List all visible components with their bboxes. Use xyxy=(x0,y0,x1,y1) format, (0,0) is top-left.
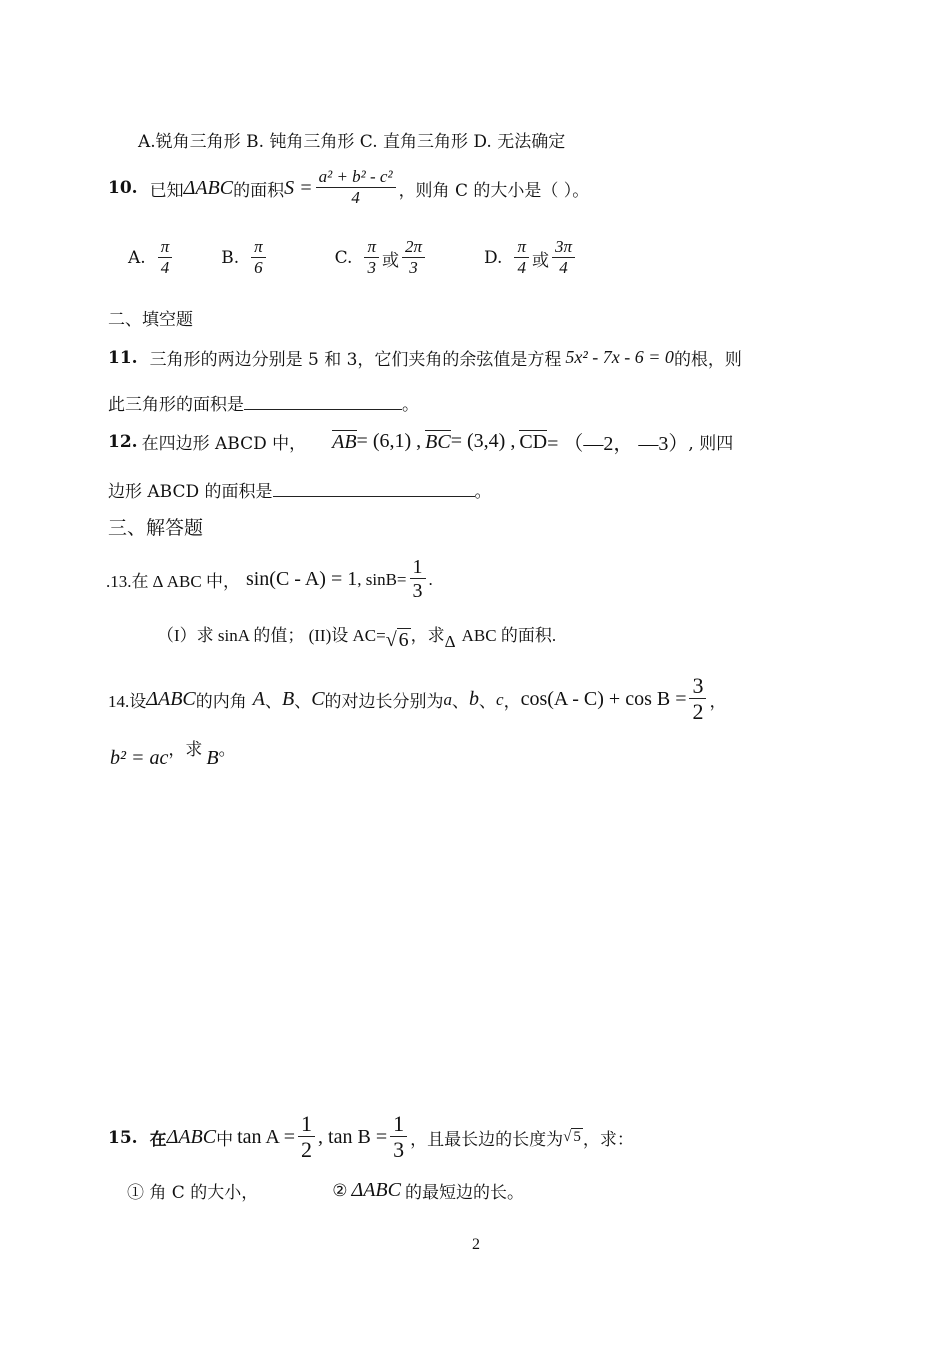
q14-side-c: c xyxy=(496,689,504,709)
q11-line-1 xyxy=(108,345,742,370)
q12-vector-ab-value: = (6,1) , xyxy=(356,430,422,452)
fraction-numerator: 1 xyxy=(298,1112,315,1137)
q12-answer-prompt: 边形 ABCD 的面积是 xyxy=(108,482,273,502)
q12-line-1 xyxy=(108,427,733,456)
q10-option-c-value-1 xyxy=(364,238,379,278)
pi-numerator: π xyxy=(158,238,173,258)
q14-cos-expression: cos(A - C) + cos B = xyxy=(520,688,687,711)
q12-line-2 xyxy=(108,477,492,502)
fraction-numerator: 1 xyxy=(410,556,426,579)
fraction-numerator: 3 xyxy=(689,674,706,699)
q14-fraction xyxy=(689,674,706,726)
q10-option-d-value-1 xyxy=(514,238,529,278)
q10-area-fraction xyxy=(316,168,396,208)
q14-angle-c: C xyxy=(311,688,325,711)
fraction-denominator: 3 xyxy=(393,1137,405,1163)
q15-line-2 xyxy=(127,1178,524,1203)
q14-ask: ，求 xyxy=(168,740,203,759)
q13-line-2 xyxy=(157,614,556,652)
q11-text-post: 的根，则 xyxy=(673,350,742,370)
q15-tan-b: , tan B = xyxy=(318,1126,388,1149)
q10-text-pre: 已知 xyxy=(149,180,184,201)
denominator: 4 xyxy=(160,257,170,277)
q10-option-c-value-2 xyxy=(402,238,425,278)
q10-option-a-value xyxy=(158,238,173,278)
q15-triangle: ΔABC xyxy=(166,1126,217,1149)
q13-triangle: Δ ABC 中， xyxy=(152,572,240,591)
q11-equation: 5x² - 7x - 6 = 0 xyxy=(565,347,674,367)
q14-angle-a: A xyxy=(252,688,265,711)
page-number: 2 xyxy=(472,1236,480,1253)
sep: 、 xyxy=(452,692,470,712)
q12-vector-ab: AB xyxy=(332,430,357,453)
pi-numerator: π xyxy=(251,238,266,258)
q10-option-d-value-2 xyxy=(552,238,575,278)
q14-triangle: ΔABC xyxy=(146,688,196,711)
q9-options: A.锐角三角形 B. 钝角三角形 C. 直角三角形 D. 无法确定 xyxy=(138,132,566,152)
q14-comma: ， xyxy=(503,692,521,712)
q15-sub-1: ① 角 C 的大小， xyxy=(127,1183,259,1203)
q14-line-2 xyxy=(110,735,236,770)
pi-numerator: π xyxy=(364,238,379,258)
q13-delta: Δ xyxy=(444,632,456,651)
q10-option-b-label: B. xyxy=(221,248,240,269)
q10-stem xyxy=(108,168,589,208)
q13-end: . xyxy=(428,569,433,589)
denominator: 4 xyxy=(517,257,526,277)
denominator: 4 xyxy=(559,257,568,277)
fraction-numerator: 1 xyxy=(390,1112,407,1137)
q14-line-1 xyxy=(108,674,726,726)
q15-end: ，求： xyxy=(582,1130,634,1151)
q10-text-mid: 的面积 xyxy=(233,180,285,201)
q14-side-a: a xyxy=(443,689,453,709)
q15-tan-a: tan A = xyxy=(237,1126,296,1149)
q12-vector-cd-value: = （—2， —3） xyxy=(547,433,689,455)
q12-vector-bc-value: = (3,4) , xyxy=(450,430,516,452)
q11-end: 。 xyxy=(402,395,419,415)
q15-sub-2-text: 的最短边的长。 xyxy=(404,1183,524,1203)
q14-end: 。 xyxy=(218,740,236,759)
q10-options xyxy=(128,238,578,278)
q12-vector-bc: BC xyxy=(425,430,451,453)
q15-sqrt-radicand: 5 xyxy=(573,1129,581,1146)
q11-text-pre: 三角形的两边分别是 5 和 3，它们夹角的余弦值是方程 xyxy=(149,350,562,370)
denominator: 3 xyxy=(367,257,376,277)
q15-tan-b-fraction xyxy=(390,1112,407,1164)
sep: 、 xyxy=(294,692,312,712)
q11-answer-blank[interactable] xyxy=(244,393,402,410)
q12-end: 。 xyxy=(474,482,492,502)
fraction-denominator: 2 xyxy=(692,699,704,725)
q15-zhong: 中 xyxy=(216,1130,234,1151)
q10-option-c-label: C. xyxy=(334,248,353,269)
q12-vector-cd: CD xyxy=(519,430,548,453)
q10-text-post: ，则角 C 的大小是（ ）。 xyxy=(398,180,590,201)
q10-number: 10. xyxy=(108,178,138,199)
fraction-denominator: 3 xyxy=(412,580,423,602)
q13-sub-pre: （I）求 sinA 的值； (II)设 AC= xyxy=(157,625,386,645)
q10-option-d-label: D. xyxy=(484,248,503,269)
q15-sub-2-triangle: ΔABC xyxy=(351,1179,401,1201)
q15-tan-a-fraction xyxy=(298,1112,315,1164)
q13-sub-mid: ，求 xyxy=(410,625,445,645)
q10-option-a-label: A. xyxy=(128,248,146,269)
q14-prefix: 14.设 xyxy=(108,692,147,712)
q11-answer-prompt: 此三角形的面积是 xyxy=(108,395,244,415)
q15-sub-2-marker: ② xyxy=(332,1180,348,1201)
q13-sub-post: ABC 的面积. xyxy=(461,625,557,645)
denominator: 6 xyxy=(254,257,263,277)
q15-zai: 在 xyxy=(149,1130,167,1151)
q13-line-1 xyxy=(106,556,433,603)
q10-option-c-or: 或 xyxy=(382,250,399,271)
q10-fraction-denominator: 4 xyxy=(351,187,360,207)
q15-sqrt: √ 5 xyxy=(563,1129,581,1146)
fraction-denominator: 2 xyxy=(301,1137,313,1163)
q13-sinb-label: , sinB= xyxy=(357,569,407,589)
q11-line-2 xyxy=(108,390,419,415)
q13-sqrt: √ 6 xyxy=(385,628,409,651)
q11-number: 11. xyxy=(108,347,138,368)
q15-text-post: ，且最长边的长度为 xyxy=(410,1130,564,1151)
section-solve-heading: 三、解答题 xyxy=(108,517,204,539)
q15-line-1 xyxy=(108,1112,634,1164)
q14-angle-b: B xyxy=(281,688,295,711)
section-fill-in-heading: 二、填空题 xyxy=(108,310,193,330)
q10-option-b-value xyxy=(251,238,266,278)
q10-s: S = xyxy=(284,176,313,199)
q13-equation: sin(C - A) = 1 xyxy=(245,568,358,590)
q10-fraction-numerator: a² + b² - c² xyxy=(316,168,396,188)
q12-number: 12. xyxy=(108,431,138,452)
q14-side-b: b xyxy=(469,688,480,711)
q13-prefix: .13.在 xyxy=(106,572,149,591)
q14-condition: b² = ac xyxy=(110,747,169,769)
q14-target-b: B xyxy=(206,747,219,769)
q12-text-pre: 在四边形 ABCD 中， xyxy=(141,434,307,454)
q10-option-d-or: 或 xyxy=(532,250,549,271)
q13-sinb-fraction xyxy=(410,556,426,603)
three-pi-numerator: 3π xyxy=(552,238,575,258)
q14-comma-2: ， xyxy=(709,692,727,712)
denominator: 3 xyxy=(409,257,418,277)
q14-text-2: 的对边长分别为 xyxy=(324,692,444,712)
q14-text-1: 的内角 xyxy=(195,692,247,712)
q12-text-post: , 则四 xyxy=(688,434,734,454)
pi-numerator: π xyxy=(514,238,529,258)
sep: 、 xyxy=(479,692,497,712)
q12-answer-blank[interactable] xyxy=(273,480,475,497)
q15-number: 15. xyxy=(108,1127,138,1148)
q13-sqrt-radicand: 6 xyxy=(398,628,409,651)
q10-triangle: ΔABC xyxy=(183,176,234,199)
two-pi-numerator: 2π xyxy=(402,238,425,258)
sep: 、 xyxy=(264,692,282,712)
